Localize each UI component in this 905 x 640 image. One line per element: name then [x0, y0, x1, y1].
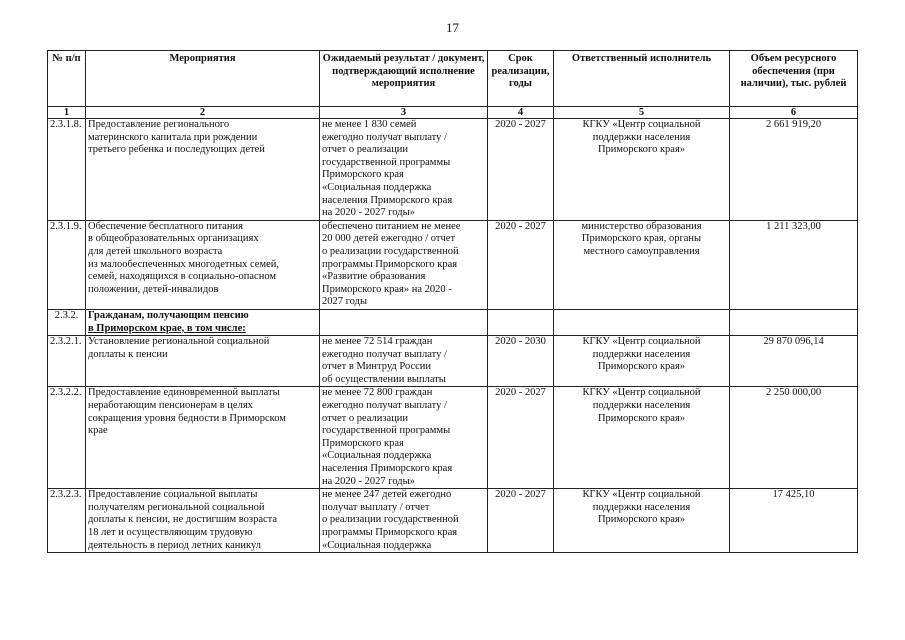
- empty-cell: [554, 309, 730, 335]
- period-cell: 2020 - 2027: [488, 489, 554, 553]
- column-number: 1: [48, 107, 86, 119]
- executor-cell: КГКУ «Центр социальной поддержки населения Приморского края»: [554, 119, 730, 221]
- table-row: [48, 220, 858, 309]
- activity-cell: Предоставление регионального материнского капитала при рождении третьего ребенка и последующих детей: [86, 119, 320, 221]
- row-number: 2.3.1.9.: [48, 220, 86, 309]
- period-cell: 2020 - 2027: [488, 119, 554, 221]
- period-cell: 2020 - 2030: [488, 336, 554, 387]
- table-row: [48, 119, 858, 221]
- column-number: 2: [86, 107, 320, 119]
- empty-cell: [320, 309, 488, 335]
- column-number: 5: [554, 107, 730, 119]
- section-title-cell: [86, 309, 320, 335]
- period-cell: 2020 - 2027: [488, 387, 554, 489]
- row-number: 2.3.2.3.: [48, 489, 86, 553]
- executor-cell: министерство образования Приморского края, органы местного самоуправления: [554, 220, 730, 309]
- row-number: 2.3.2.: [48, 309, 86, 335]
- measures-table: [47, 50, 858, 553]
- amount-cell: 2 661 919,20: [730, 119, 858, 221]
- empty-cell: [730, 309, 858, 335]
- row-number: 2.3.2.2.: [48, 387, 86, 489]
- header-num: № п/п: [48, 51, 86, 107]
- amount-cell: 1 211 323,00: [730, 220, 858, 309]
- column-numbers-row: [48, 107, 858, 119]
- result-cell: не менее 247 детей ежегодно получат выплату / отчет о реализации государственной программы Приморского края «Социальная поддержка: [320, 489, 488, 553]
- table-row: [48, 489, 858, 553]
- result-cell: не менее 72 800 граждан ежегодно получат выплату / отчет о реализации государственной программы Приморского края «Социальная поддержка населения Приморского края на 2020 - 2027 годы»: [320, 387, 488, 489]
- activity-cell: Предоставление единовременной выплаты неработающим пенсионерам в целях сокращения уровня бедности в Приморском крае: [86, 387, 320, 489]
- amount-cell: 17 425,10: [730, 489, 858, 553]
- page-number: 17: [446, 20, 459, 35]
- amount-cell: 29 870 096,14: [730, 336, 858, 387]
- column-number: 3: [320, 107, 488, 119]
- activity-cell: Установление региональной социальной доплаты к пенсии: [86, 336, 320, 387]
- section-title-line: в Приморском крае, в том числе:: [88, 322, 246, 334]
- table-row: [48, 336, 858, 387]
- header-result: Ожидаемый результат / документ, подтверждающий исполнение мероприятия: [320, 51, 488, 107]
- executor-cell: КГКУ «Центр социальной поддержки населения Приморского края»: [554, 336, 730, 387]
- result-cell: не менее 1 830 семей ежегодно получат выплату / отчет о реализации государственной программы Приморского края «Социальная поддержка населения Приморского края на 2020 - 2027 годы»: [320, 119, 488, 221]
- activity-cell: Обеспечение бесплатного питания в общеобразовательных организациях для детей школьного возраста из малообеспеченных многодетных семей, семей, находящихся в социально-опасном положении, детей-инвалидов: [86, 220, 320, 309]
- amount-cell: 2 250 000,00: [730, 387, 858, 489]
- period-cell: 2020 - 2027: [488, 220, 554, 309]
- header-period: Срок реализации, годы: [488, 51, 554, 107]
- header-executor: Ответственный исполнитель: [554, 51, 730, 107]
- executor-cell: КГКУ «Центр социальной поддержки населения Приморского края»: [554, 387, 730, 489]
- result-cell: обеспечено питанием не менее 20 000 детей ежегодно / отчет о реализации государственной программы Приморского края «Развитие образования Приморского края» на 2020 - 2027 годы: [320, 220, 488, 309]
- header-row: [48, 51, 858, 107]
- activity-cell: Предоставление социальной выплаты получателям региональной социальной доплаты к пенсии, не достигшим возраста 18 лет и осуществляющим трудовую деятельность в период летних каникул: [86, 489, 320, 553]
- table-row: [48, 387, 858, 489]
- result-cell: не менее 72 514 граждан ежегодно получат выплату / отчет в Минтруд России об осуществлении выплаты: [320, 336, 488, 387]
- header-amount: Объем ресурсного обеспечения (при наличии), тыс. рублей: [730, 51, 858, 107]
- header-activity: Мероприятия: [86, 51, 320, 107]
- section-row: [48, 309, 858, 335]
- column-number: 4: [488, 107, 554, 119]
- column-number: 6: [730, 107, 858, 119]
- row-number: 2.3.2.1.: [48, 336, 86, 387]
- empty-cell: [488, 309, 554, 335]
- row-number: 2.3.1.8.: [48, 119, 86, 221]
- section-title-line: Гражданам, получающим пенсию: [88, 309, 249, 321]
- executor-cell: КГКУ «Центр социальной поддержки населения Приморского края»: [554, 489, 730, 553]
